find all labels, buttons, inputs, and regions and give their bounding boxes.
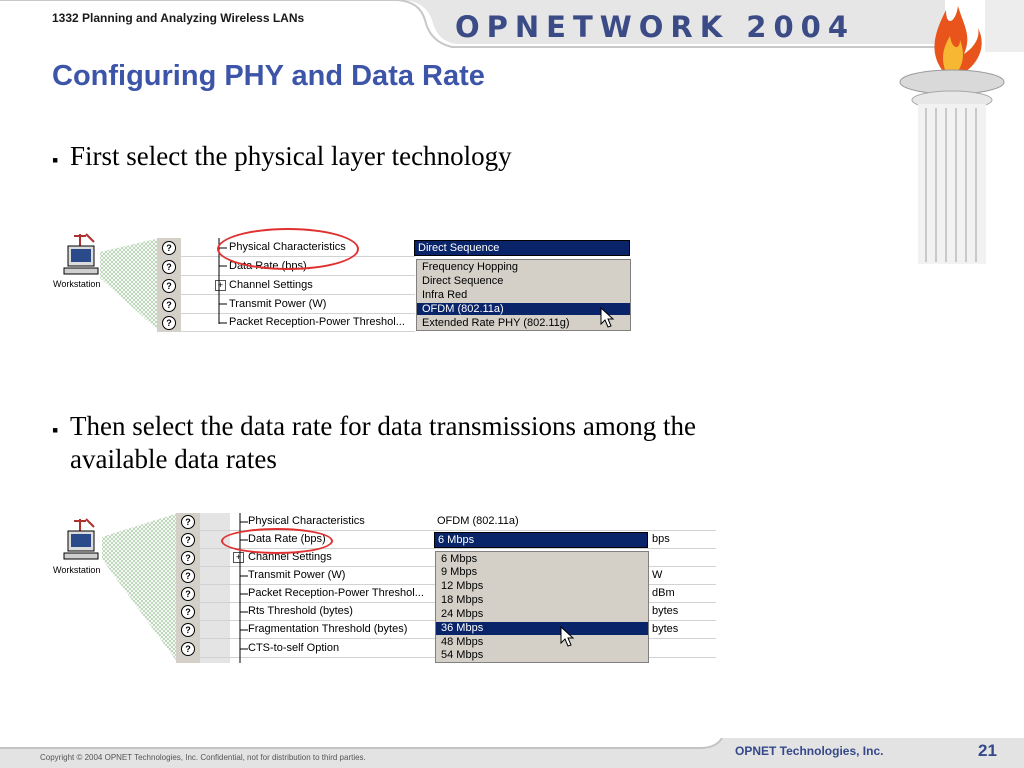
dropdown-option[interactable]: Direct Sequence (422, 275, 504, 287)
table-row[interactable] (157, 277, 415, 295)
attribute-name: CTS-to-self Option (248, 642, 340, 654)
attribute-name: Packet Reception-Power Threshol... (229, 316, 405, 328)
highlight-circle (221, 528, 333, 554)
link-mesh (102, 513, 178, 663)
node-label: Workstation (53, 565, 101, 575)
course-title: 1332 Planning and Analyzing Wireless LANs (52, 11, 305, 25)
dropdown-option[interactable]: 24 Mbps (441, 608, 484, 620)
attribute-unit: dBm (652, 587, 675, 599)
dropdown-option[interactable]: Infra Red (422, 289, 468, 301)
attribute-name: Fragmentation Threshold (bytes) (248, 623, 408, 635)
bullet-mark: ▪ (52, 150, 59, 170)
table-row[interactable] (157, 314, 415, 332)
attribute-value[interactable]: OFDM (802.11a) (437, 515, 519, 527)
opnetwork-logo: OPNETWORK 2004 (455, 10, 856, 44)
cursor-icon (560, 626, 576, 648)
attribute-unit: bytes (652, 605, 679, 617)
bullet-item (52, 410, 892, 478)
dropdown-option[interactable]: Extended Rate PHY (802.11g) (422, 317, 570, 329)
table-row[interactable] (157, 296, 415, 314)
bullet-text: First select the physical layer technology (70, 141, 512, 171)
help-icon[interactable]: ? (181, 569, 195, 583)
data-rate-select[interactable]: 6 Mbps (434, 532, 648, 548)
attribute-name: Data Rate (bps) (248, 533, 326, 545)
help-icon[interactable]: ? (162, 241, 176, 255)
attribute-name: Channel Settings (229, 279, 313, 291)
attribute-name: Transmit Power (W) (229, 298, 327, 310)
slide-title: Configuring PHY and Data Rate (52, 60, 485, 92)
bullet-mark: ▪ (52, 420, 59, 440)
help-icon[interactable]: ? (181, 605, 195, 619)
dropdown-option[interactable]: 12 Mbps (441, 580, 484, 592)
attribute-name: Physical Characteristics (248, 515, 365, 527)
help-icon[interactable]: ? (181, 533, 195, 547)
attribute-name: Packet Reception-Power Threshol... (248, 587, 424, 599)
expand-icon[interactable]: + (215, 280, 226, 291)
bullet-text-continued: available data rates (70, 444, 277, 474)
help-icon[interactable]: ? (181, 642, 195, 656)
link-mesh (100, 238, 160, 332)
phy-select[interactable]: Direct Sequence (414, 240, 630, 256)
dropdown-option[interactable]: 18 Mbps (441, 594, 484, 606)
dropdown-option[interactable]: 6 Mbps (441, 553, 478, 565)
attribute-unit: bytes (652, 623, 679, 635)
dropdown-option-selected[interactable]: 36 Mbps (436, 622, 648, 635)
node-label: Workstation (53, 279, 101, 289)
attribute-name: Data Rate (bps) (229, 260, 307, 272)
dropdown-option-selected[interactable]: OFDM (802.11a) (417, 303, 630, 315)
help-icon[interactable]: ? (181, 587, 195, 601)
attribute-name: Transmit Power (W) (248, 569, 346, 581)
help-icon[interactable]: ? (162, 260, 176, 274)
data-rate-dropdown-list[interactable] (435, 551, 649, 663)
torch-icon (880, 0, 1020, 270)
bullet-text: Then select the data rate for data transmissions among the (70, 411, 697, 441)
help-icon[interactable]: ? (181, 515, 195, 529)
attribute-name: Rts Threshold (bytes) (248, 605, 353, 617)
dropdown-option[interactable]: Frequency Hopping (422, 261, 519, 273)
company-name: OPNET Technologies, Inc. (735, 744, 884, 758)
help-icon[interactable]: ? (181, 551, 195, 565)
bullet-item (52, 140, 852, 174)
help-icon[interactable]: ? (181, 623, 195, 637)
phy-dropdown-list[interactable] (416, 259, 631, 331)
attribute-name: Physical Characteristics (229, 241, 346, 253)
attribute-name: Channel Settings (248, 551, 332, 563)
highlight-circle (217, 228, 359, 270)
help-icon[interactable]: ? (162, 279, 176, 293)
dropdown-option[interactable]: 54 Mbps (441, 649, 484, 661)
attribute-unit: bps (652, 533, 670, 545)
expand-icon[interactable]: + (233, 552, 244, 563)
cursor-icon (600, 307, 616, 329)
dropdown-option[interactable]: 48 Mbps (441, 636, 484, 648)
copyright-text: Copyright © 2004 OPNET Technologies, Inc. Confidential, not for distribution to third parties. (40, 753, 366, 762)
help-icon[interactable]: ? (162, 298, 176, 312)
page-number: 21 (978, 741, 997, 760)
attribute-unit: W (652, 569, 663, 581)
dropdown-option[interactable]: 9 Mbps (441, 566, 478, 578)
help-icon[interactable]: ? (162, 316, 176, 330)
